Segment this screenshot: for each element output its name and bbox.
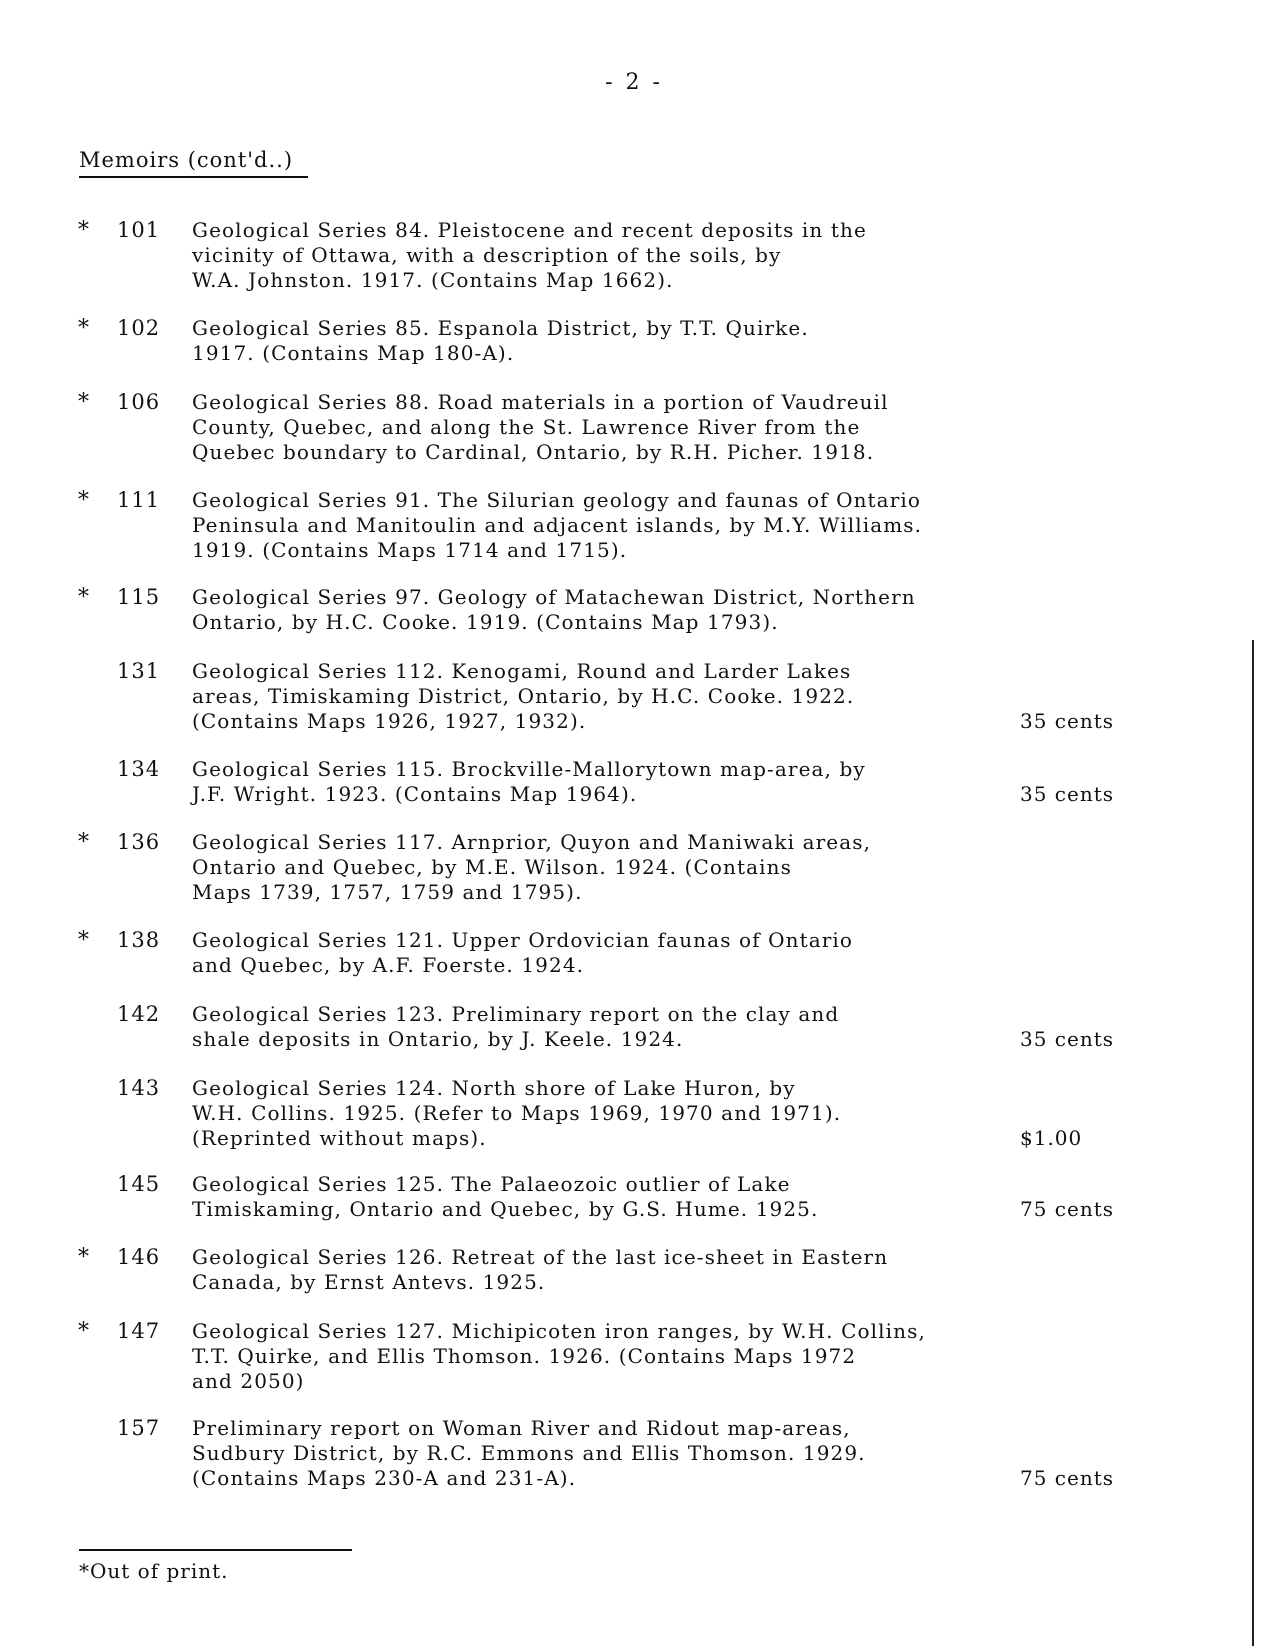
description-line: Peninsula and Manitoulin and adjacent islands, by M.Y. Williams. <box>192 513 923 537</box>
memoir-description <box>192 928 1042 978</box>
description-line: 1917. (Contains Map 180-A). <box>192 341 515 365</box>
description-line: W.H. Collins. 1925. (Refer to Maps 1969, 1970 and 1971). <box>192 1101 842 1125</box>
description-line: Quebec boundary to Cardinal, Ontario, by R.H. Picher. 1918. <box>192 440 875 464</box>
out-of-print-marker: * <box>78 830 89 855</box>
description-line: Geological Series 88. Road materials in a portion of Vaudreuil <box>192 390 889 414</box>
memoir-price: 75 cents <box>1020 1466 1115 1490</box>
out-of-print-marker: * <box>78 1319 89 1344</box>
description-line: Geological Series 84. Pleistocene and recent deposits in the <box>192 218 867 242</box>
out-of-print-marker: * <box>78 218 89 243</box>
page-number: - 2 - <box>605 70 663 95</box>
page-edge-mark <box>1252 640 1254 1646</box>
out-of-print-marker: * <box>78 316 89 341</box>
description-line: vicinity of Ottawa, with a description of the soils, by <box>192 243 782 267</box>
memoir-price: 35 cents <box>1020 782 1115 806</box>
memoir-description <box>192 1319 1042 1394</box>
memoir-number: 136 <box>117 830 161 854</box>
description-line: T.T. Quirke, and Ellis Thomson. 1926. (Contains Maps 1972 <box>192 1344 857 1368</box>
memoir-number: 111 <box>117 488 161 512</box>
description-line: W.A. Johnston. 1917. (Contains Map 1662). <box>192 268 674 292</box>
description-line: areas, Timiskaming District, Ontario, by H.C. Cooke. 1922. <box>192 684 855 708</box>
description-line: Geological Series 112. Kenogami, Round and Larder Lakes <box>192 659 852 683</box>
description-line: and 2050) <box>192 1369 305 1393</box>
memoir-number: 138 <box>117 928 161 952</box>
description-line: Ontario, by H.C. Cooke. 1919. (Contains Map 1793). <box>192 610 779 634</box>
memoir-number: 143 <box>117 1076 161 1100</box>
description-line: and Quebec, by A.F. Foerste. 1924. <box>192 953 585 977</box>
description-line: (Contains Maps 230-A and 231-A). <box>192 1466 577 1490</box>
description-line: Maps 1739, 1757, 1759 and 1795). <box>192 880 583 904</box>
description-line: Geological Series 85. Espanola District, by T.T. Quirke. <box>192 316 809 340</box>
memoir-number: 147 <box>117 1319 161 1343</box>
description-line: Timiskaming, Ontario and Quebec, by G.S. Hume. 1925. <box>192 1197 819 1221</box>
description-line: Geological Series 126. Retreat of the last ice-sheet in Eastern <box>192 1245 889 1269</box>
description-line: Geological Series 91. The Silurian geology and faunas of Ontario <box>192 488 922 512</box>
description-line: Geological Series 117. Arnprior, Quyon and Maniwaki areas, <box>192 830 872 854</box>
out-of-print-marker: * <box>78 488 89 513</box>
description-line: shale deposits in Ontario, by J. Keele. 1924. <box>192 1027 684 1051</box>
description-line: Geological Series 125. The Palaeozoic outlier of Lake <box>192 1172 791 1196</box>
memoir-description <box>192 1416 1042 1491</box>
out-of-print-marker: * <box>78 1245 89 1270</box>
memoir-number: 145 <box>117 1172 161 1196</box>
memoir-description <box>192 1076 1042 1151</box>
memoir-description <box>192 585 1042 635</box>
memoir-number: 142 <box>117 1002 161 1026</box>
footnote-rule <box>79 1549 352 1551</box>
description-line: 1919. (Contains Maps 1714 and 1715). <box>192 538 628 562</box>
memoir-description <box>192 757 1042 807</box>
memoir-number: 157 <box>117 1416 161 1440</box>
description-line: Geological Series 123. Preliminary report on the clay and <box>192 1002 840 1026</box>
footnote: *Out of print. <box>79 1559 229 1583</box>
memoir-description <box>192 830 1042 905</box>
memoir-price: 75 cents <box>1020 1197 1115 1221</box>
description-line: (Reprinted without maps). <box>192 1126 487 1150</box>
section-heading: Memoirs (cont'd..) <box>79 148 308 178</box>
memoir-description <box>192 218 1042 293</box>
description-line: Geological Series 97. Geology of Matachewan District, Northern <box>192 585 916 609</box>
description-line: Canada, by Ernst Antevs. 1925. <box>192 1270 546 1294</box>
description-line: J.F. Wright. 1923. (Contains Map 1964). <box>192 782 638 806</box>
out-of-print-marker: * <box>78 928 89 953</box>
out-of-print-marker: * <box>78 585 89 610</box>
description-line: Geological Series 127. Michipicoten iron ranges, by W.H. Collins, <box>192 1319 926 1343</box>
description-line: County, Quebec, and along the St. Lawrence River from the <box>192 415 861 439</box>
memoir-description <box>192 659 1042 734</box>
memoir-description <box>192 1002 1042 1052</box>
memoir-description <box>192 1172 1042 1222</box>
memoir-number: 146 <box>117 1245 161 1269</box>
description-line: Geological Series 124. North shore of Lake Huron, by <box>192 1076 796 1100</box>
memoir-price: 35 cents <box>1020 1027 1115 1051</box>
memoir-description <box>192 488 1042 563</box>
description-line: Ontario and Quebec, by M.E. Wilson. 1924. (Contains <box>192 855 792 879</box>
memoir-description <box>192 390 1042 465</box>
memoir-price: 35 cents <box>1020 709 1115 733</box>
memoir-number: 106 <box>117 390 161 414</box>
memoir-number: 134 <box>117 757 161 781</box>
description-line: Geological Series 121. Upper Ordovician faunas of Ontario <box>192 928 854 952</box>
description-line: Sudbury District, by R.C. Emmons and Ellis Thomson. 1929. <box>192 1441 866 1465</box>
memoir-number: 115 <box>117 585 161 609</box>
memoir-price: $1.00 <box>1020 1126 1083 1150</box>
memoir-description <box>192 1245 1042 1295</box>
memoir-number: 131 <box>117 659 161 683</box>
description-line: (Contains Maps 1926, 1927, 1932). <box>192 709 587 733</box>
out-of-print-marker: * <box>78 390 89 415</box>
description-line: Geological Series 115. Brockville-Mallorytown map-area, by <box>192 757 866 781</box>
memoir-number: 101 <box>117 218 161 242</box>
memoir-number: 102 <box>117 316 161 340</box>
description-line: Preliminary report on Woman River and Ridout map-areas, <box>192 1416 851 1440</box>
memoir-description <box>192 316 1042 366</box>
